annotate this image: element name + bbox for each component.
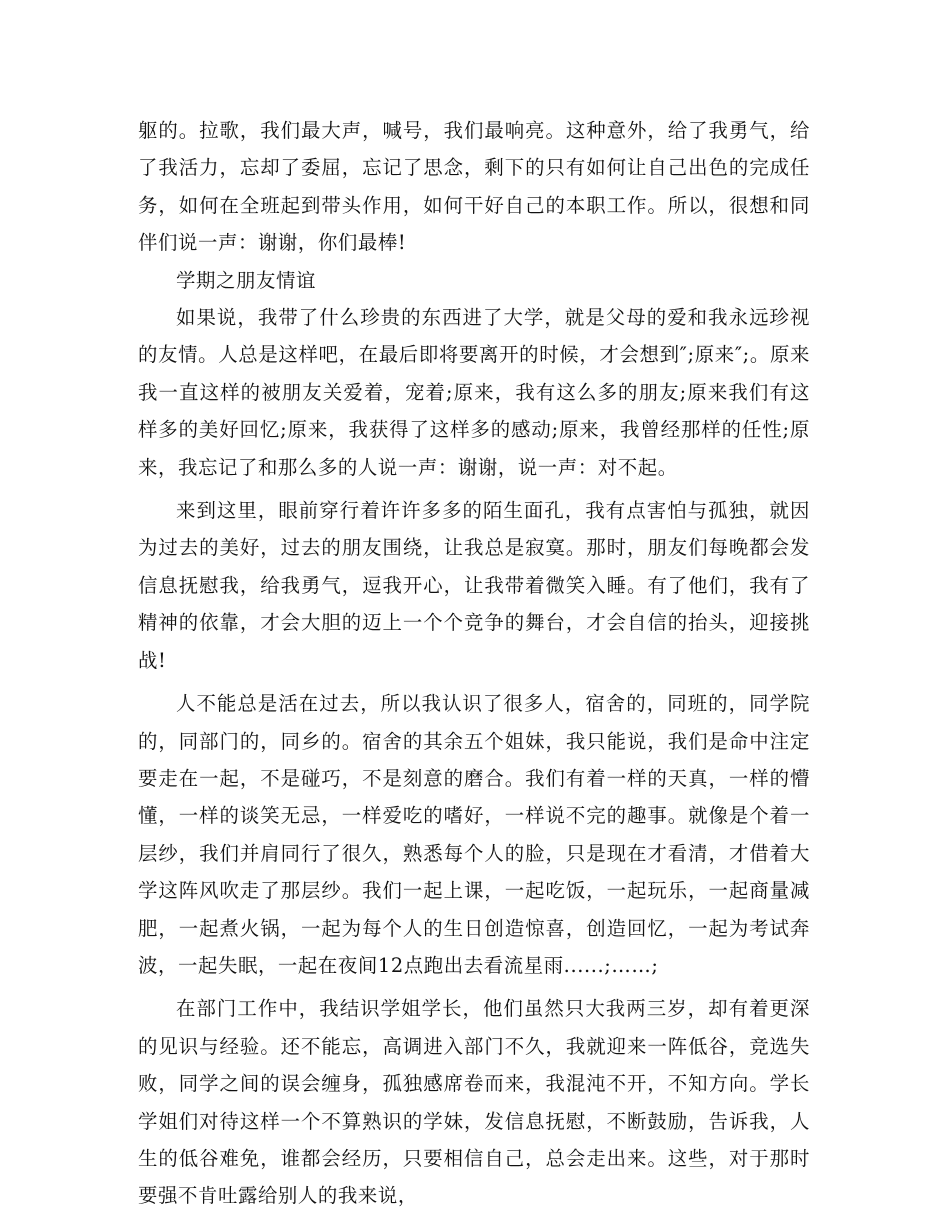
document-body [138, 112, 810, 1215]
paragraph-friendship-intro: 如果说，我带了什么珍贵的东西进了大学，就是父母的爱和我永远珍视的友情。人总是这样吧，在最后即将要离开的时候，才会想到″;原来″;。原来我一直这样的被朋友关爱着，宠着;原来，我有这么多的朋友;原来我们有这样多的美好回忆;原来，我获得了这样多的感动;原来，我曾经那样的任性;原来，我忘记了和那么多的人说一声：谢谢，说一声：对不起。 [138, 306, 810, 479]
paragraph-department: 在部门工作中，我结识学姐学长，他们虽然只大我两三岁，却有着更深的见识与经验。还不能忘，高调进入部门不久，我就迎来一阵低谷，竞选失败，同学之间的误会缠身，孤独感席卷而来，我混沌不开，不知方向。学长学姐们对待这样一个不算熟识的学妹，发信息抚慰，不断鼓励，告诉我，人生的低谷难免，谁都会经历，只要相信自己，总会走出来。这些，对于那时要强不肯吐露给别人的我来说， [138, 997, 810, 1208]
paragraph-arrival: 来到这里，眼前穿行着许许多多的陌生面孔，我有点害怕与孤独，就因为过去的美好，过去的朋友围绕，让我总是寂寞。那时，朋友们每晚都会发信息抚慰我，给我勇气，逗我开心，让我带着微笑入睡。有了他们，我有了精神的依靠，才会大胆的迈上一个个竞争的舞台，才会自信的抬头，迎接挑战! [138, 499, 810, 672]
paragraph-roommates: 人不能总是活在过去，所以我认识了很多人，宿舍的，同班的，同学院的，同部门的，同乡的。宿舍的其余五个姐妹，我只能说，我们是命中注定要走在一起，不是碰巧，不是刻意的磨合。我们有着一样的天真，一样的懵懂，一样的谈笑无忌，一样爱吃的嗜好，一样说不完的趣事。就像是个着一层纱，我们并肩同行了很久，熟悉每个人的脸，只是现在才看清，才借着大学这阵风吹走了那层纱。我们一起上课，一起吃饭，一起玩乐，一起商量减肥，一起煮火锅，一起为每个人的生日创造惊喜，创造回忆，一起为考试奔波，一起失眠，一起在夜间12点跑出去看流星雨......;……; [138, 692, 810, 977]
section-heading: 学期之朋友情谊 [176, 268, 316, 292]
paragraph-continued: 躯的。拉歌，我们最大声，喊号，我们最响亮。这种意外，给了我勇气，给了我活力，忘却了委屈，忘记了思念，剩下的只有如何让自己出色的完成任务，如何在全班起到带头作用，如何干好自己的本职工作。所以，很想和同伴们说一声：谢谢，你们最棒! [138, 119, 810, 255]
